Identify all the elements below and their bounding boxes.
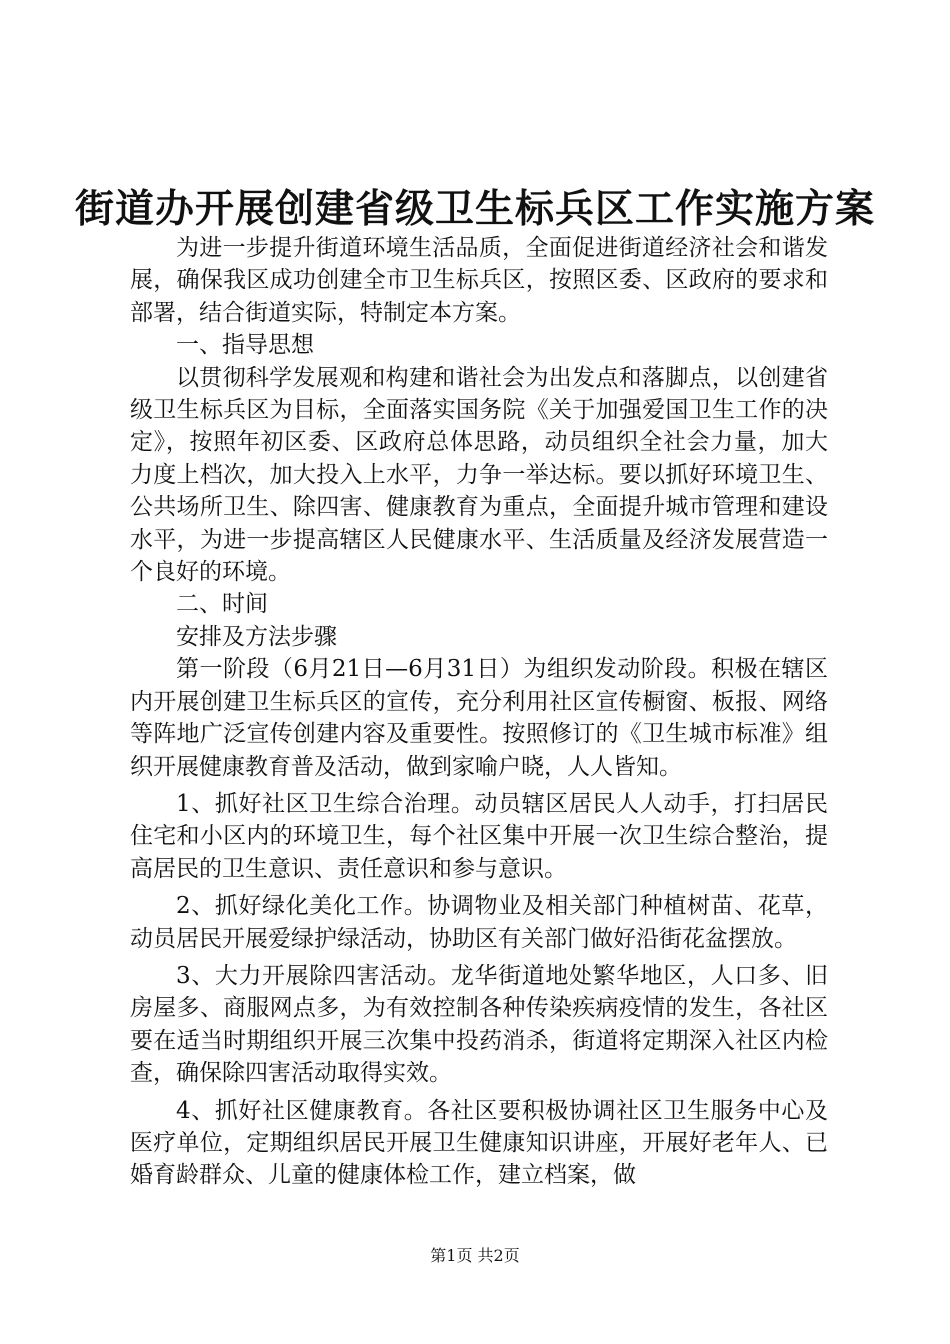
list-item-community-sanitation: 1、抓好社区卫生综合治理。动员辖区居民人人动手，打扫居民住宅和小区内的环境卫生，每个社区集中开展一次卫生综合整治，提高居民的卫生意识、责任意识和参与意识。 bbox=[130, 790, 828, 882]
list-item-health-education: 4、抓好社区健康教育。各社区要积极协调社区卫生服务中心及医疗单位，定期组织居民开展卫生健康知识讲座，开展好老年人、已婚育龄群众、儿童的健康体检工作，建立档案，做 bbox=[130, 1097, 828, 1189]
list-item-pest-control: 3、大力开展除四害活动。龙华街道地处繁华地区，人口多、旧房屋多、商服网点多，为有效控制各种传染疾病疫情的发生，各社区要在适当时期组织开展三次集中投药消杀，街道将定期深入社区内检查，确保除四害活动取得实效。 bbox=[130, 962, 828, 1087]
paragraph-guiding-thought: 以贯彻科学发展观和构建和谐社会为出发点和落脚点，以创建省级卫生标兵区为目标，全面落实国务院《关于加强爱国卫生工作的决定》，按照年初区委、区政府总体思路，动员组织全社会力量，加大力度上档次，加大投入上水平，力争一举达标。要以抓好环境卫生、公共场所卫生、除四害、健康教育为重点，全面提升城市管理和建设水平，为进一步提高辖区人民健康水平、生活质量及经济发展营造一个良好的环境。 bbox=[130, 364, 828, 586]
paragraph-phase-one: 第一阶段（6月21日—6月31日）为组织发动阶段。积极在辖区内开展创建卫生标兵区的宣传，充分利用社区宣传橱窗、板报、网络等阵地广泛宣传创建内容及重要性。按照修订的《卫生城市标准》组织开展健康教育普及活动，做到家喻户晓，人人皆知。 bbox=[130, 656, 828, 780]
paragraph-intro: 为进一步提升街道环境生活品质，全面促进街道经济社会和谐发展，确保我区成功创建全市卫生标兵区，按照区委、区政府的要求和部署，结合街道实际，特制定本方案。 bbox=[130, 235, 828, 326]
list-item-greening: 2、抓好绿化美化工作。协调物业及相关部门种植树苗、花草，动员居民开展爱绿护绿活动，协助区有关部门做好沿街花盆摆放。 bbox=[130, 893, 828, 952]
document-title: 街道办开展创建省级卫生标兵区工作实施方案 bbox=[74, 186, 875, 232]
page-number-footer: 第1页 共2页 bbox=[430, 1246, 520, 1265]
document-body bbox=[130, 232, 828, 1192]
section-heading-guiding-thought: 一、指导思想 bbox=[176, 332, 314, 359]
section-heading-steps: 安排及方法步骤 bbox=[176, 623, 337, 650]
section-heading-time: 二、时间 bbox=[176, 591, 268, 618]
